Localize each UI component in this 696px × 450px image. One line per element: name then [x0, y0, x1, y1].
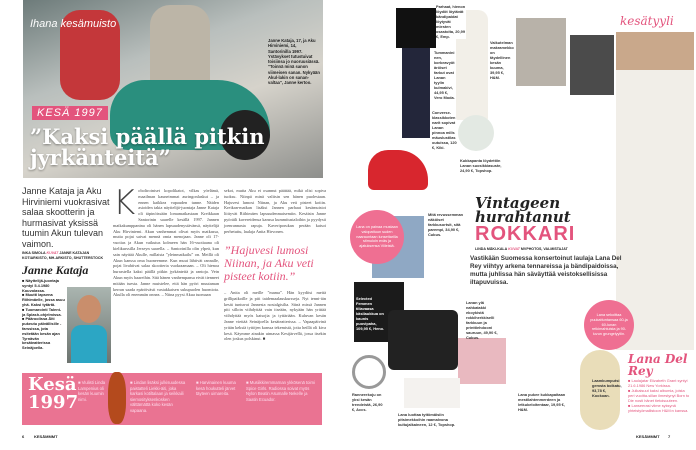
magazine-name-right: KESÄMMMT	[636, 434, 660, 439]
product-caption: Selected Femmen tiliavaasa käsilaukkua on kaunis puovipaha, 109,95 €, Heno.	[356, 296, 385, 331]
product-caption: Parhaat, hienon löydöt löytävät bändipaidat löytyvät miesten osastolta, 20,99 €, Emp.	[436, 4, 466, 39]
product-caption: Lana pukee kukkapaitaan mestilahtenmerdeen ja letkukeloitentaar, 19,95 €, H&M.	[518, 392, 566, 412]
headline-line-1: Vintageen hurahtanut	[475, 194, 571, 226]
body-column-2: sekoi, mutta Aku ei osannut päättää, mikä olisi sopiva tuoksu. Niinpä minä valitsin sen hänen puolestaan. Hajuvesi lumosi Niinan, ja Aku veti pisteet kotiin. Kreikan-matkan lisäksi Jannen parhaat kesämuistot liittyvät Riihimäen lapsuudenmaisemiin. Kesäisin Janne pyöräili kavereidensa kanssa kummitustaloihin ja pyydysti joenrannasta rapuja. Kaveriporukan perään katsoi perhetuttu, laulaja Anita Hirvonen.	[224, 188, 326, 234]
leather-jacket	[388, 310, 458, 370]
band-fact: ■ Viulisti Linda Lampenius oli kesän kuumin nimi.	[78, 380, 106, 402]
page-number: 6	[22, 434, 25, 439]
product-caption: Rannerekoju on yksi kesän trendeistä, 26,90 €, Accs.	[352, 392, 383, 412]
flower-crown	[458, 115, 494, 151]
photo-caption: Janne Kataja, 17, ja Aku Hirviniemi, 14, Santorinilla 1997. Ystävykset tutustuivat toisiinsa jo nuoruusiässä. "Toinnä minä sanon viimeisen sanan. Nykyään Akul-lakin on sanan-valtaa", Janne kertoo.	[268, 38, 320, 86]
profile-photo-face	[77, 295, 101, 323]
body-text-1: oboltroiniset kopolikatot, vilkas yöelämä, maailman kauneimmat auringonlaskut – ja ennen kaikkea vapauden tunne. Näiden asioiden takia näyttelijä-juontaja Janne Kataja oli täpinöissään lomamatkastaan Kreikkaan Santorinin saarelle kesällä 1997. Jannen matkakumppanina oli hänen lapsuudenystävänsä, näyttelijä Aku Hirviniemi. Akun vanhemmat olivat myös matkassa, mutta pojat saivat mennä omia menojaan. Janne oli 17-vuotias ja Akun vaikutus kolmeen hän 16-vuotiaana oli kielikurssilla Jerseyn saarella. – Santorinilla olin ylpeä, kun sain näyttää Akulle, millaista ”yleinmatkailu” on. Meillä oli Akun kanssa oma huoneemme. Kun muut lähtivät rannalle, pojat livahtivat salaa skootteria vuokraamaan. – Oli hienoa hurrastella kaksi päällä pitkin jyrkänteitä ja rantoja. Vein Akun myös baareihin. Sitä hänen vanhempansa eivät tienneet mitään tuesta. Janne muistelee, että hän pyöri muutaman kerran saada epäröivästi vastakkaisen sukupuolen huomiota. Akulla oli enemmän onnea. – Niina pyysi Akua tuomaan	[113, 188, 219, 298]
page-number-right: 7	[668, 434, 671, 439]
profile-fact: ■ Näyttelijä-juontaja syntyi 5.4.1980 Kouvolassa.	[22, 278, 59, 293]
street-photo-1	[516, 18, 566, 86]
section-label-right: kesätyyli	[620, 14, 674, 28]
product-caption: Vaikutelman makramekko on täydellinen kesän kuuma, 39,95 €, H&M.	[490, 40, 514, 80]
converse-sneakers	[368, 150, 428, 190]
cello-icon	[108, 372, 126, 424]
profile-fact: ■ Julkaisuut kaksi albumia, joista peri vuoitta-sillan ilmestynyt Born to Die nosti hänet tietoisuuteen.	[628, 388, 690, 403]
jeans	[402, 48, 430, 138]
section-label: Ihana kesämuisto	[30, 18, 117, 30]
byline-author: INKA SIMOLA	[22, 251, 46, 255]
product-caption: Lana luottaa tyttömäisiin pitsimekkoihin raamalvona kultujalkaineen, 12 €, Topshop.	[398, 412, 456, 427]
profile-fact: ■ Lanseerasi viime syksynä yhteistyömallistoon H&M:n kanssa.	[628, 403, 689, 413]
body-column-1	[113, 183, 219, 298]
callout-bubble: Lana on painaa mustaan valopattuun suden naarauntaan lunsettarilla stimuloin eväs ja ajatuksensa Viileistä.	[350, 210, 404, 264]
product-caption: Kukkapanta löydettiin Lanan suosikkiasuste, 24,90 €, Topshop.	[460, 158, 502, 173]
byline-sep: KUVAT	[46, 251, 59, 255]
product-caption: Lanan ylä nahkatakki ekoykistä rokkiherkkiselli farkkuun ja printtiehdooni sauruun, 49,90 €, Cubus.	[466, 300, 498, 340]
intro-text: Janne Kataja ja Aku Hirviniemi vuokrasivat salaa skootterin ja hurmasivat yksissä tuumin Akun tulevan vaimon.	[22, 186, 110, 249]
headline: ”Kaksi päällä pitkin jyrkänteitä”	[30, 124, 265, 170]
drop-cap: K	[113, 183, 136, 223]
profile-photo-shirt	[71, 325, 107, 363]
profile-fact: ■ Muutti lapsena Riihimäelle, jossa asuu yhä. Kaksi tytärtä.	[22, 292, 65, 307]
profile-fact: ■ Pääroolissa Äiti pukeutu päivällisille -farssissa, jota esitetään kesän ajan Tyrnävän kesäteatterissa Seinäjoella.	[22, 316, 62, 351]
lace-dress	[404, 378, 460, 408]
lana-gown-photo	[616, 32, 694, 350]
body-column-2-bottom: – Anita oli meille ”mama”. Hän kyyditsi meitä grillipaikoille ja piti taidemaalauskursseja. Nyt tenni-iän kesät tuntuvat Jannesta nostalgisilta. Siinä missä Jannen piti silloin viihdyttää vain itseään, nykyään hän yrittää viihdyttää myös katsojia ja tyttäriään. Kuluvan kesän Janne viettää Seinäjoella kesäteatterissa. – Vapaapäivinä yritän keksiä tyttöjen kanssa tekemistä, jotta heillä oli kiva kesä. Käymme ainakin uimassa Kesijärvellä, jossa itsekin olen joskus polskinut. ■	[224, 290, 326, 342]
street-photo-2	[570, 35, 614, 95]
profile-fact: ■ Tuomarointi Talent- ja Splash-ohjelmissa.	[22, 306, 62, 317]
band-tshirt	[396, 8, 436, 48]
band-fact: ■ Harvinainen kuuma kesä houkutteli järvet täyteen uimareita.	[196, 380, 236, 397]
byline-right: LINDA MÄKI-KALA KUVAT MVPHOTOS, VALMISTAJAT	[475, 247, 568, 251]
magazine-name: KESÄMMMT	[34, 434, 58, 439]
profile-facts-right	[628, 378, 690, 413]
byline	[22, 251, 112, 261]
profile-facts	[22, 279, 65, 351]
band-fact: ■ Musiikkiremmarnan ykkösenä toimi Spice Girls. Radiossa soivat myös Nylon Beatin Asumalle Nekelle ja Saatin Ecuador.	[246, 380, 315, 402]
band-title: Kesä 1997	[28, 374, 79, 413]
product-caption: Mitä revussemman näköiset farkkusortsit, sitä parempi, 34,90 €, Cubus.	[428, 212, 464, 237]
pull-quote: ”Hajuvesi lumosi Niinan, ja Aku veti pisteet kotiin.”	[224, 243, 314, 283]
band-fact: ■ Lindan lisäksi julkisuudessa paistatteli Liekki-äiti, joka karkasi kotiltalaan ja seikkaili siemosityksenkosken välttämättä koko kesän vapaana.	[130, 380, 186, 413]
product-caption: Converse-klassikkotennarit sopivat Lanan pinnoa mills mäuslustilasoutuissa, 120 €, Kiki.	[432, 110, 457, 150]
floral-shirt	[458, 338, 506, 384]
profile-title: Janne Kataja	[22, 263, 89, 277]
headline-line-2: ROKKARI	[475, 223, 576, 245]
product-caption: Tummanininen, korkeavyötäröiset farkut ovat Lanan tyylin kulmakivi, 44,95 €, Vero Moda.	[434, 50, 455, 100]
callout-bubble: Lana sekoittaa puukattuntansaa 60-ja 60-lunan retkimahtuista ja 90-luvun grungelyyliin.	[584, 300, 634, 350]
intro-text-right: Vastikään Suomessa konsertoinut laulaja Lana Del Rey viihtyy arkena tennareissa ja bändipaidoissa, mutta juhlissa hän säväyttää veistoksellisissa iltapuvuissa.	[470, 255, 622, 286]
profile-fact: ■ Laulajatar Elizabeth Grant syntyi 21.6.1986 New Yorkissa.	[628, 378, 688, 388]
bracelet	[352, 355, 386, 389]
product-caption: Laamkumputsi gemsta bolkatu, 93,78 €, Kookoan.	[592, 378, 622, 398]
year-tag: KESÄ 1997	[32, 106, 108, 120]
profile-title-right: Lana Del Rey	[628, 352, 688, 378]
byline-credits: JANNE KATAJAN KOTIARKISTO, MH-ARKISTO, SHUTTERSTOCK	[22, 251, 104, 260]
